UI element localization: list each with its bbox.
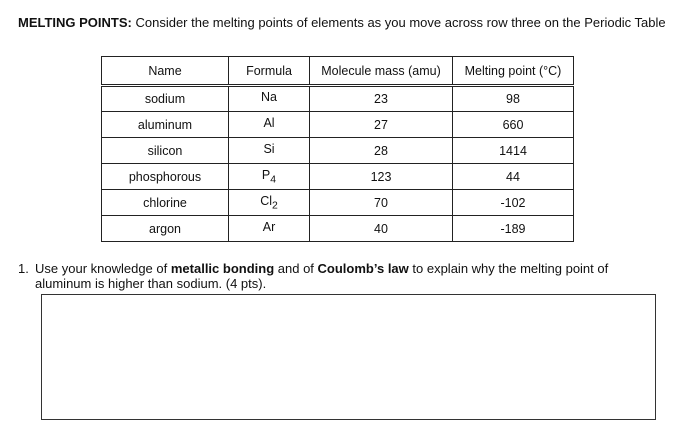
question-bold-term: metallic bonding [170,261,275,276]
cell-melting-point: 660 [453,112,574,138]
question-text-part: and of [274,261,318,276]
cell-melting-point: 1414 [453,138,574,164]
formula-symbol: Si [263,141,275,156]
table-row [102,164,574,190]
question-text-part: to explain why the melting point of aluminum is higher than sodium. (4 pts). [35,261,609,291]
header-melting-point: Melting point (°C) [453,57,574,86]
header-formula: Formula [229,57,310,86]
cell-melting-point: 44 [453,164,574,190]
table-row [102,216,574,242]
cell-name: aluminum [102,112,229,138]
cell-name: silicon [102,138,229,164]
cell-mass: 40 [310,216,453,242]
cell-name: phosphorous [102,164,229,190]
cell-formula [229,112,310,138]
cell-melting-point: -189 [453,216,574,242]
formula-symbol: Cl [260,193,272,208]
table-row [102,190,574,216]
table-header-row [102,57,574,86]
cell-melting-point: -102 [453,190,574,216]
cell-name: argon [102,216,229,242]
question-text [35,261,668,291]
table-row [102,86,574,112]
question-text-part: Use your knowledge of [35,261,171,276]
cell-melting-point: 98 [453,86,574,112]
question-number: 1. [18,261,29,276]
cell-formula [229,138,310,164]
cell-mass: 23 [310,86,453,112]
cell-mass: 27 [310,112,453,138]
cell-formula [229,190,310,216]
formula-symbol: Al [263,115,275,130]
table-row [102,112,574,138]
intro-text: Consider the melting points of elements as you move across row three on the Periodic Table [131,15,666,30]
cell-name: chlorine [102,190,229,216]
cell-mass: 28 [310,138,453,164]
intro-paragraph [18,14,668,32]
formula-symbol: Ar [262,219,276,234]
cell-formula [229,86,310,112]
header-molecule-mass: Molecule mass (amu) [310,57,453,86]
formula-symbol: P [261,167,271,182]
formula-symbol: Na [261,90,277,105]
intro-heading: MELTING POINTS: [18,15,132,30]
header-name: Name [102,57,229,86]
answer-box[interactable] [41,294,656,420]
cell-name: sodium [102,86,229,112]
cell-formula [229,216,310,242]
table-row [102,138,574,164]
cell-formula [229,164,310,190]
melting-points-table [101,56,574,242]
question-bold-term: Coulomb’s law [317,261,409,276]
question-1 [18,261,668,291]
cell-mass: 70 [310,190,453,216]
formula-subscript: 4 [270,174,277,186]
formula-subscript: 2 [272,200,278,212]
cell-mass: 123 [310,164,453,190]
